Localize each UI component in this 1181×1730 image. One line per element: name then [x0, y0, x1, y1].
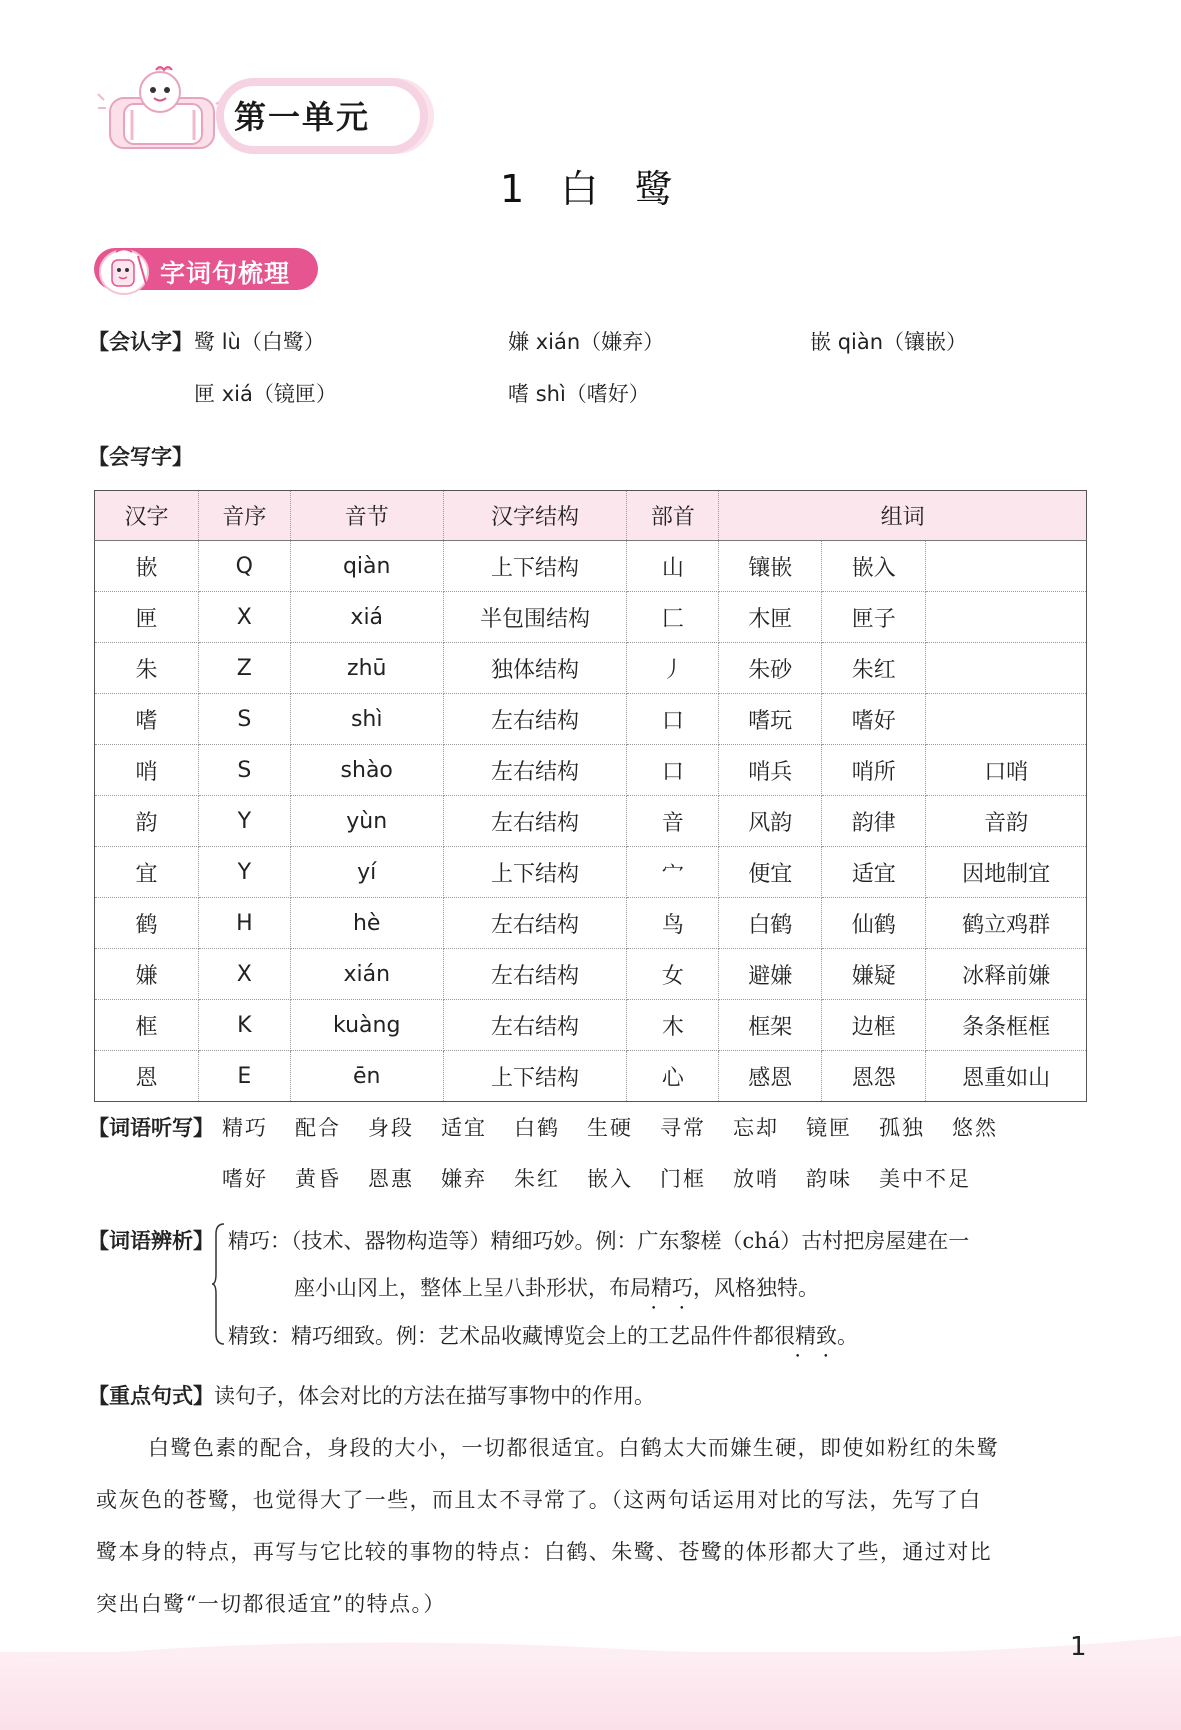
- dictation-word: 朱红: [514, 1167, 560, 1191]
- table-row: [95, 898, 1087, 949]
- cell-yinxu: Q: [198, 541, 290, 592]
- cell-yinxu: K: [198, 1000, 290, 1051]
- cell-jiegou: 左右结构: [443, 745, 627, 796]
- cell-zuci: 镶嵌: [719, 541, 822, 592]
- table-row: [95, 949, 1087, 1000]
- dictation-line-1: [222, 1112, 1025, 1142]
- cell-zuci: 仙鹤: [822, 898, 926, 949]
- dictation-word: 忘却: [733, 1116, 779, 1140]
- cell-hanzi: 匣: [95, 592, 199, 643]
- mascot-writing-icon: [94, 238, 158, 298]
- cell-jiegou: 独体结构: [443, 643, 627, 694]
- cell-yinxu: E: [198, 1051, 290, 1102]
- cell-jiegou: 左右结构: [443, 949, 627, 1000]
- dictation-label: 【词语听写】: [88, 1116, 214, 1140]
- cell-yinjie: shì: [290, 694, 443, 745]
- dictation-word: 白鹤: [514, 1116, 560, 1140]
- dictation-word: 镜匣: [806, 1116, 852, 1140]
- cell-zuci: 韵律: [822, 796, 926, 847]
- cell-zuci: 哨所: [822, 745, 926, 796]
- distinguish-line-3: 精致：精巧细致。例：艺术品收藏博览会上的工艺品件件都很精致 • •。: [228, 1320, 858, 1350]
- recognize-label: 【会认字】: [88, 330, 193, 354]
- table-header-row: [95, 491, 1087, 541]
- dictation-word: 门框: [660, 1167, 706, 1191]
- cell-bushou: 口: [627, 745, 719, 796]
- cell-jiegou: 上下结构: [443, 541, 627, 592]
- cell-yinjie: yí: [290, 847, 443, 898]
- cell-zuci: 木匣: [719, 592, 822, 643]
- recognize-item: 嫌 xián（嫌弃）: [508, 330, 665, 354]
- distinguish-label: 【词语辨析】: [88, 1229, 214, 1253]
- cell-yinxu: S: [198, 694, 290, 745]
- emphasis-word: 精致 • •: [795, 1324, 837, 1348]
- header-yinxu: 音序: [198, 491, 290, 541]
- dictation-word: 嫌弃: [441, 1167, 487, 1191]
- dictation-word: 身段: [368, 1116, 414, 1140]
- cell-yinxu: S: [198, 745, 290, 796]
- cell-zuci: 避嫌: [719, 949, 822, 1000]
- cell-zuci: 冰释前嫌: [926, 949, 1087, 1000]
- cell-hanzi: 框: [95, 1000, 199, 1051]
- cell-jiegou: 上下结构: [443, 847, 627, 898]
- table-row: [95, 1000, 1087, 1051]
- cell-zuci: 适宜: [822, 847, 926, 898]
- cell-hanzi: 韵: [95, 796, 199, 847]
- cell-hanzi: 恩: [95, 1051, 199, 1102]
- cell-bushou: 宀: [627, 847, 719, 898]
- cell-yinjie: shào: [290, 745, 443, 796]
- cell-zuci: 嫌疑: [822, 949, 926, 1000]
- cell-yinjie: ēn: [290, 1051, 443, 1102]
- keysentence-para-1: 白鹭色素的配合，身段的大小，一切都很适宜。白鹤太大而嫌生硬，即使如粉红的朱鹭: [148, 1436, 1000, 1460]
- unit-banner: [96, 64, 436, 154]
- unit-title: 第一单元: [234, 98, 371, 136]
- header-zuci: 组词: [719, 491, 1087, 541]
- cell-hanzi: 嵌: [95, 541, 199, 592]
- emphasis-word: 精巧 • •: [651, 1276, 693, 1300]
- cell-yinxu: Z: [198, 643, 290, 694]
- recognize-item: 匣 xiá（镜匣）: [194, 382, 337, 406]
- recognize-row-1: [88, 326, 193, 356]
- dictation-word: 精巧: [222, 1116, 268, 1140]
- cell-zuci: 嗜好: [822, 694, 926, 745]
- cell-zuci: 恩怨: [822, 1051, 926, 1102]
- cell-zuci: [926, 643, 1087, 694]
- keysentence-intro: 读句子，体会对比的方法在描写事物中的作用。: [214, 1384, 655, 1408]
- dictation-word: 寻常: [660, 1116, 706, 1140]
- cell-yinjie: zhū: [290, 643, 443, 694]
- header-bushou: 部首: [627, 491, 719, 541]
- cell-zuci: 框架: [719, 1000, 822, 1051]
- cell-bushou: 心: [627, 1051, 719, 1102]
- dictation-word: 黄昏: [295, 1167, 341, 1191]
- cell-jiegou: 上下结构: [443, 1051, 627, 1102]
- cell-bushou: 山: [627, 541, 719, 592]
- cell-bushou: 丿: [627, 643, 719, 694]
- cell-hanzi: 嗜: [95, 694, 199, 745]
- keysentence-row: [88, 1380, 655, 1410]
- cell-hanzi: 朱: [95, 643, 199, 694]
- dictation-word: 配合: [295, 1116, 341, 1140]
- cell-hanzi: 嫌: [95, 949, 199, 1000]
- cell-zuci: 嗜玩: [719, 694, 822, 745]
- dictation-word: 嗜好: [222, 1167, 268, 1191]
- distinguish-line-2: 座小山冈上，整体上呈八卦形状，布局精巧 • •，风格独特。: [294, 1272, 819, 1302]
- dictation-word: 恩惠: [368, 1167, 414, 1191]
- table-row: [95, 796, 1087, 847]
- cell-bushou: 匚: [627, 592, 719, 643]
- dictation-word: 韵味: [806, 1167, 852, 1191]
- cell-zuci: 恩重如山: [926, 1051, 1087, 1102]
- keysentence-para-4: 突出白鹭“一切都很适宜”的特点。）: [96, 1592, 446, 1616]
- cell-zuci: 哨兵: [719, 745, 822, 796]
- dictation-word: 孤独: [879, 1116, 925, 1140]
- cell-zuci: [926, 694, 1087, 745]
- cell-yinjie: xián: [290, 949, 443, 1000]
- table-row: [95, 541, 1087, 592]
- brace-icon: [212, 1222, 226, 1346]
- cell-yinxu: H: [198, 898, 290, 949]
- dictation-word: 生硬: [587, 1116, 633, 1140]
- recognize-item: 嗜 shì（嗜好）: [508, 382, 650, 406]
- character-table: [94, 490, 1087, 1102]
- cell-bushou: 木: [627, 1000, 719, 1051]
- cell-zuci: 音韵: [926, 796, 1087, 847]
- cell-hanzi: 鹤: [95, 898, 199, 949]
- cell-zuci: 匣子: [822, 592, 926, 643]
- cell-bushou: 女: [627, 949, 719, 1000]
- write-label: 【会写字】: [88, 445, 193, 469]
- cell-yinjie: xiá: [290, 592, 443, 643]
- robot-mascot-icon: [96, 64, 236, 154]
- section-title: 字词句梳理: [160, 259, 291, 288]
- header-hanzi: 汉字: [95, 491, 199, 541]
- cell-zuci: 边框: [822, 1000, 926, 1051]
- cell-yinjie: kuàng: [290, 1000, 443, 1051]
- recognize-item: 嵌 qiàn（镶嵌）: [810, 330, 968, 354]
- header-yinjie: 音节: [290, 491, 443, 541]
- table-row: [95, 1051, 1087, 1102]
- dictation-word: 悠然: [952, 1116, 998, 1140]
- cell-yinjie: yùn: [290, 796, 443, 847]
- cell-yinjie: qiàn: [290, 541, 443, 592]
- cell-zuci: 条条框框: [926, 1000, 1087, 1051]
- cell-zuci: 鹤立鸡群: [926, 898, 1087, 949]
- header-jiegou: 汉字结构: [443, 491, 627, 541]
- cell-yinxu: Y: [198, 796, 290, 847]
- page-number: 1: [1070, 1632, 1087, 1662]
- cell-jiegou: 半包围结构: [443, 592, 627, 643]
- cell-jiegou: 左右结构: [443, 694, 627, 745]
- cell-zuci: 朱红: [822, 643, 926, 694]
- cell-zuci: 风韵: [719, 796, 822, 847]
- cell-zuci: 感恩: [719, 1051, 822, 1102]
- dictation-word: 嵌入: [587, 1167, 633, 1191]
- footer-band: [0, 1652, 1181, 1730]
- cell-zuci: 便宜: [719, 847, 822, 898]
- table-row: [95, 847, 1087, 898]
- cell-yinjie: hè: [290, 898, 443, 949]
- cell-zuci: 因地制宜: [926, 847, 1087, 898]
- table-row: [95, 745, 1087, 796]
- dictation-word: 美中不足: [879, 1167, 971, 1191]
- dictation-word: 适宜: [441, 1116, 487, 1140]
- table-row: [95, 643, 1087, 694]
- cell-zuci: [926, 592, 1087, 643]
- cell-zuci: 朱砂: [719, 643, 822, 694]
- keysentence-para-2: 或灰色的苍鹭，也觉得大了一些，而且太不寻常了。（这两句话运用对比的写法，先写了白: [96, 1488, 982, 1512]
- keysentence-label: 【重点句式】: [88, 1384, 214, 1408]
- recognize-item: 鹭 lù（白鹭）: [194, 330, 325, 354]
- table-row: [95, 694, 1087, 745]
- cell-yinxu: X: [198, 949, 290, 1000]
- cell-bushou: 音: [627, 796, 719, 847]
- table-row: [95, 592, 1087, 643]
- cell-zuci: 白鹤: [719, 898, 822, 949]
- section-badge: [94, 246, 324, 292]
- lesson-title: 1 白 鹭: [500, 167, 677, 211]
- dictation-word: 放哨: [733, 1167, 779, 1191]
- cell-yinxu: X: [198, 592, 290, 643]
- cell-zuci: 嵌入: [822, 541, 926, 592]
- dictation-line-2: [222, 1163, 998, 1193]
- cell-jiegou: 左右结构: [443, 898, 627, 949]
- cell-yinxu: Y: [198, 847, 290, 898]
- keysentence-para-3: 鹭本身的特点，再写与它比较的事物的特点：白鹤、朱鹭、苍鹭的体形都大了些，通过对比: [96, 1540, 992, 1564]
- cell-jiegou: 左右结构: [443, 1000, 627, 1051]
- distinguish-line-1: 精巧：（技术、器物构造等）精细巧妙。例：广东黎槎（chá）古村把房屋建在一: [228, 1229, 970, 1253]
- cell-hanzi: 哨: [95, 745, 199, 796]
- cell-zuci: [926, 541, 1087, 592]
- cell-zuci: 口哨: [926, 745, 1087, 796]
- cell-jiegou: 左右结构: [443, 796, 627, 847]
- cell-bushou: 口: [627, 694, 719, 745]
- cell-hanzi: 宜: [95, 847, 199, 898]
- cell-bushou: 鸟: [627, 898, 719, 949]
